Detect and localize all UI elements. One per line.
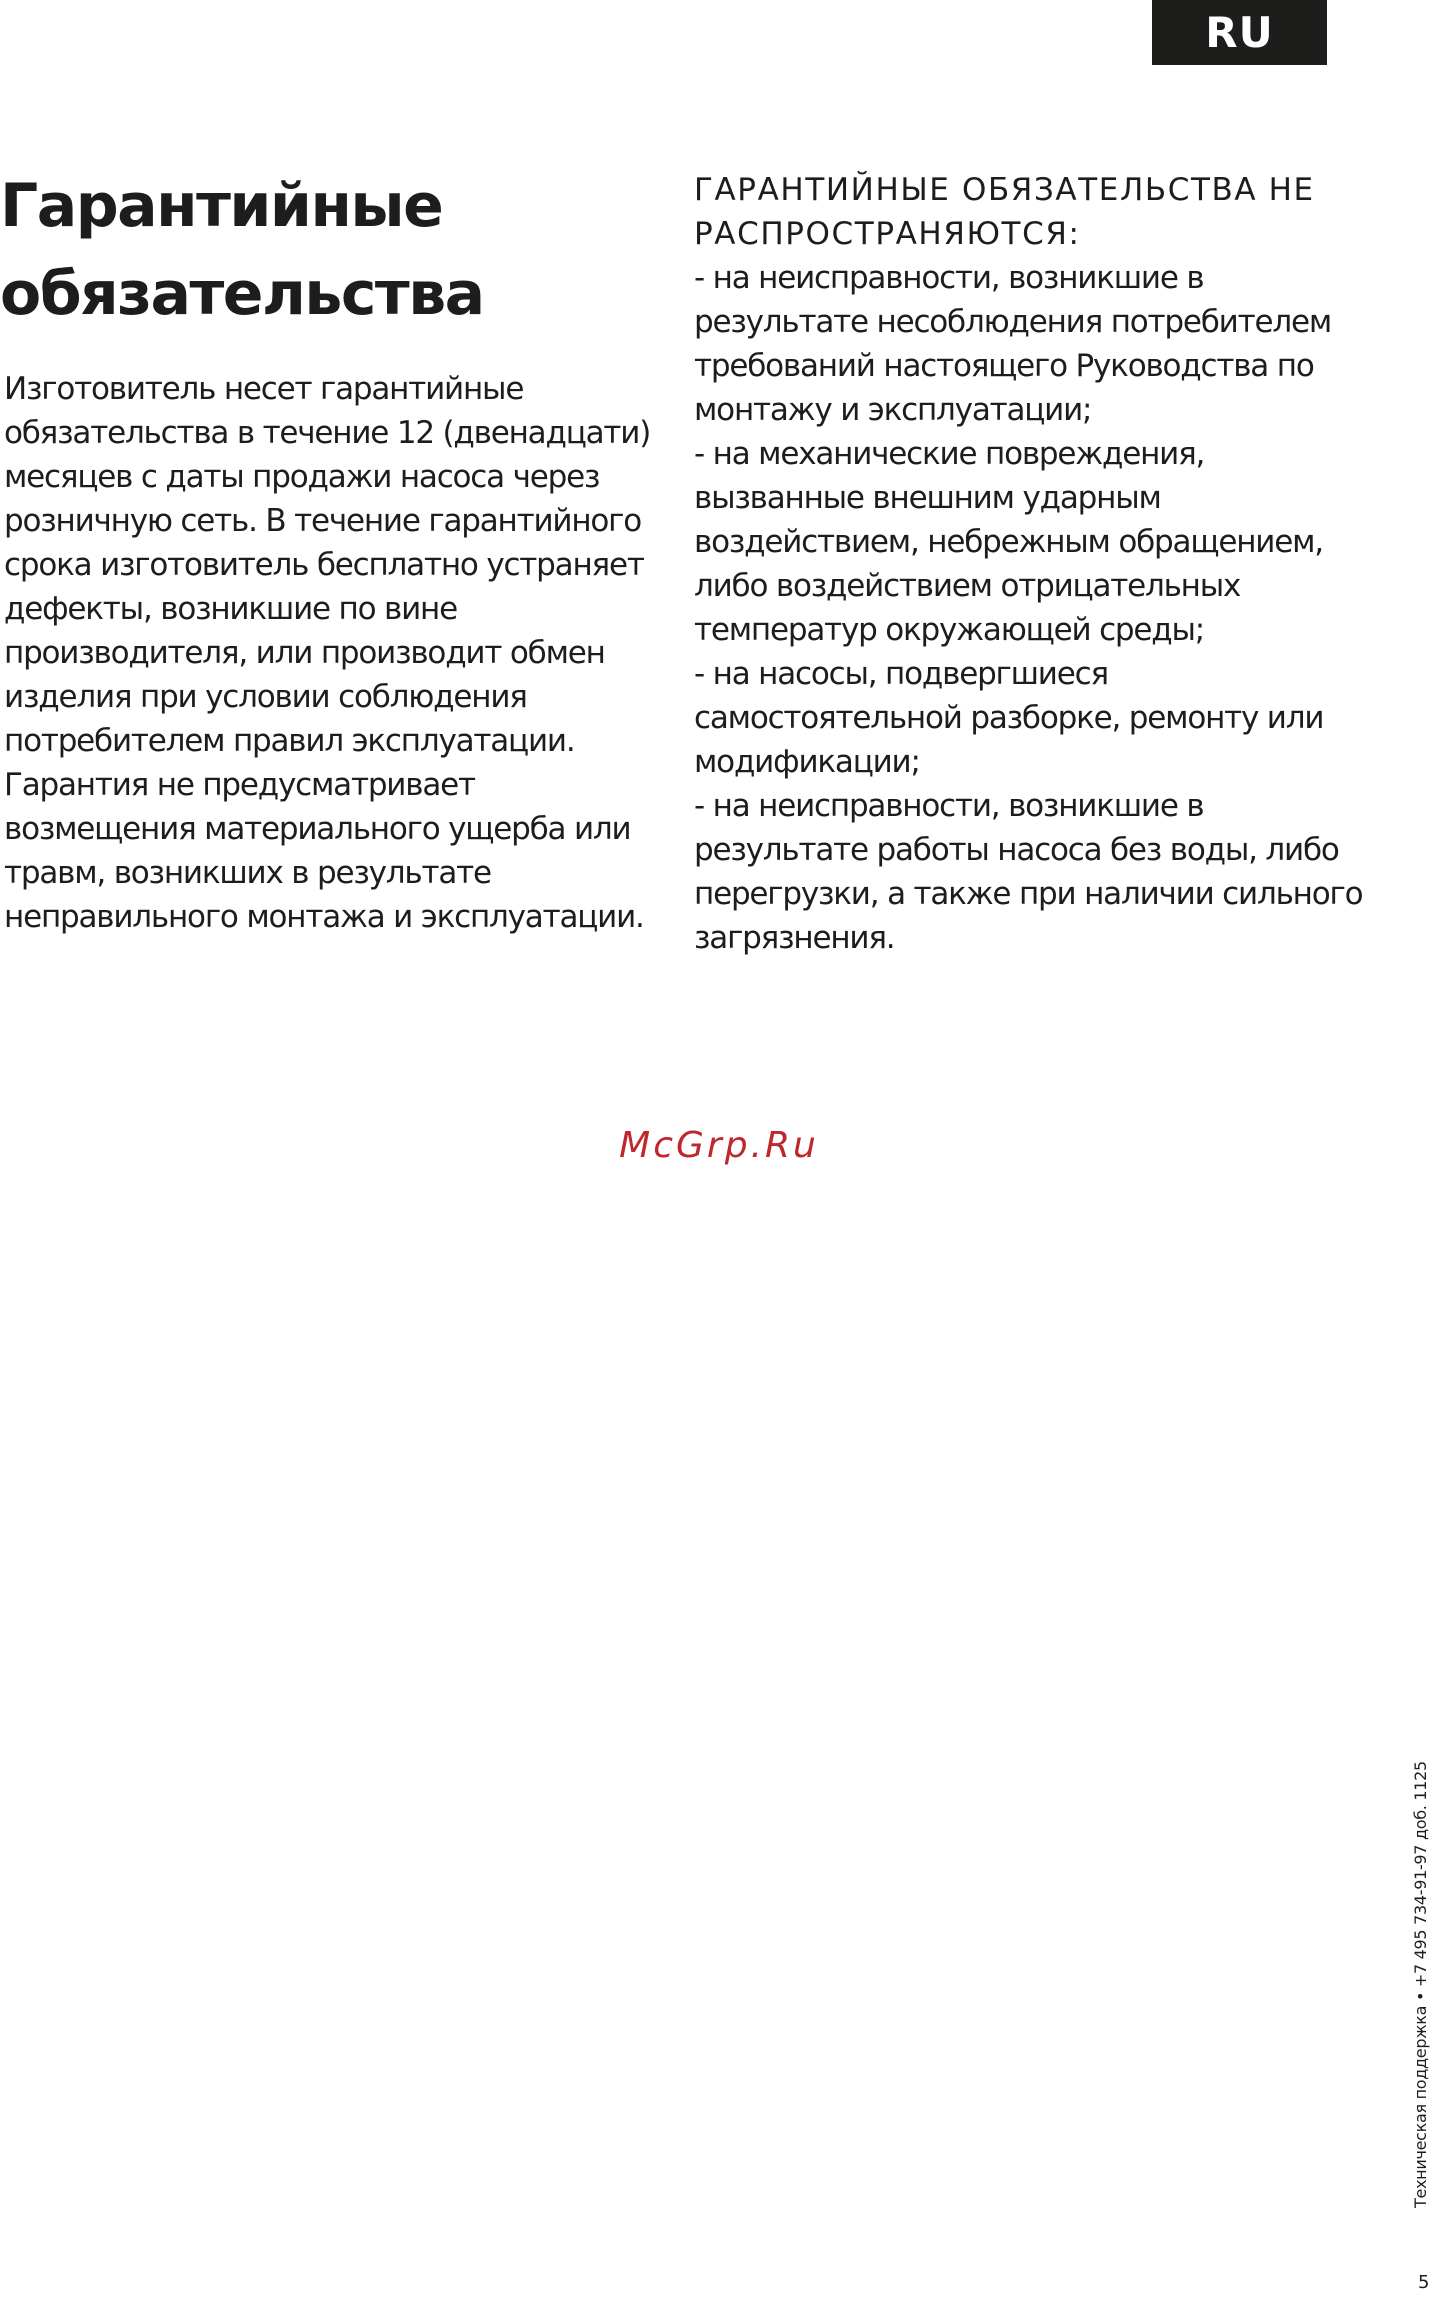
exclusions-list [694,256,1374,960]
exclusion-item: - на насосы, подвергшиеся самостоятельной разборке, ремонту или модификации; [694,656,1324,780]
language-badge [1152,0,1327,65]
exclusion-item: - на механические повреждения, вызванные внешним ударным воздействием, небрежным обращением, либо воздействием отрицательных температур окружающей среды; [694,436,1323,648]
warranty-description: Изготовитель несет гарантийные обязательства в течение 12 (двенадцати) месяцев с даты продажи насоса через розничную сеть. В течение гарантийного срока изготовитель бесплатно устраняет дефекты, возникшие по вине производителя, или производит обмен изделия при условии соблюдения потребителем правил эксплуатации. Гарантия не предусматривает возмещения материального ущерба или травм, возникших в результате неправильного монтажа и эксплуатации. [4,371,651,935]
exclusion-item: - на неисправности, возникшие в результате несоблюдения потребителем требований настоящего Руководства по монтажу и эксплуатации; [694,260,1332,428]
exclusions-section [694,168,1374,960]
support-contact: Техническая поддержка • +7 495 734-91-97 доб. 1125 [1411,1761,1430,2208]
language-label: RU [1205,8,1274,57]
exclusions-heading-line-2: РАСПРОСТРАНЯЮТСЯ: [694,216,1081,252]
exclusion-item: - на неисправности, возникшие в результате работы насоса без воды, либо перегрузки, а также при наличии сильного загрязнения. [694,788,1363,956]
exclusions-heading [694,168,1374,256]
exclusions-heading-line-1: ГАРАНТИЙНЫЕ ОБЯЗАТЕЛЬСТВА НЕ [694,172,1315,208]
page-number: 5 [1418,2272,1430,2293]
page-title-line-1: Гарантийные [0,171,443,241]
watermark: McGrp.Ru [619,1125,819,1166]
page-title [0,162,640,338]
page-title-line-2: обязательства [0,259,484,329]
